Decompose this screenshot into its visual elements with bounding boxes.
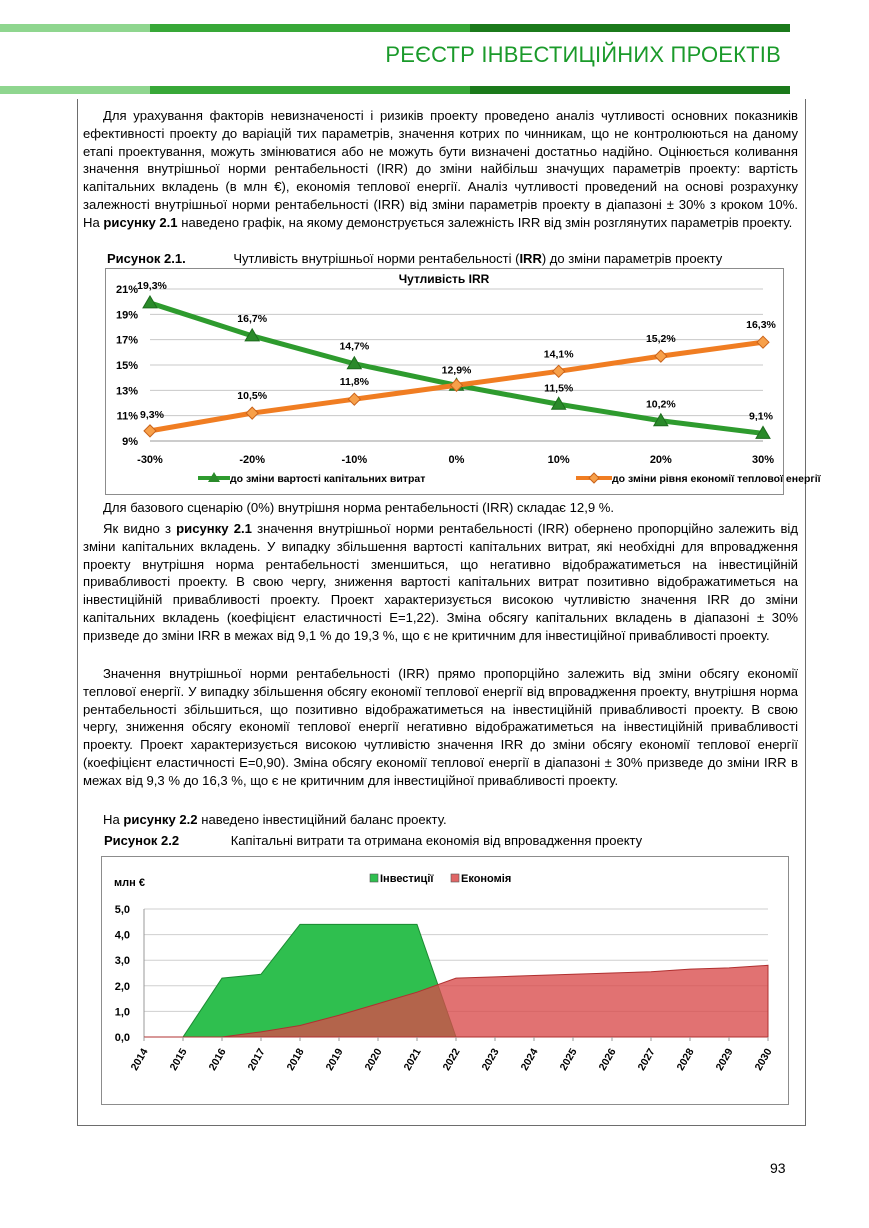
chart-1-point — [144, 425, 156, 437]
chart-1-point — [553, 365, 565, 377]
paragraph-3-ref: рисунку 2.1 — [176, 521, 252, 536]
chart-1-x-tick: -30% — [137, 454, 163, 466]
chart-2-x-tick: 2027 — [635, 1046, 658, 1073]
chart-2-x-tick: 2026 — [596, 1046, 619, 1073]
chart-1-y-tick: 17% — [115, 334, 138, 347]
chart-2-unit-label: млн € — [114, 877, 145, 889]
chart-2-legend-swatch — [370, 874, 378, 882]
chart-2-y-tick: 4,0 — [114, 929, 130, 942]
chart-2-x-tick: 2021 — [401, 1046, 424, 1073]
figure-2-caption — [104, 833, 642, 848]
paragraph-4 — [83, 665, 798, 790]
chart-2-x-tick: 2017 — [245, 1046, 268, 1073]
paragraph-3-end: значення внутрішньої норми рентабельності (IRR) обернено пропорційно залежить від зміни капітальних вкладень. У випадку збільшення вартості капітальних витрат, які необхідні для впровадження проекту внутрішня норма рентабельності зменшиться, що негативно відображатиметься на інвестиційній привабливості проекту. В свою чергу, зниження вартості капітальних витрат позитивно відображатиметься на інвестиційній привабливості проекту. Проект характеризується високою чутливістю значення IRR до зміни капітальних вкладень (коефіцієнт еластичності E=1,22). Зміна обсягу капітальних вкладень в діапазоні ± 30% призведе до зміни IRR в межах від 9,1 % до 19,3 %, що є не критичним для інвестиційної привабливості проекту. — [83, 521, 798, 643]
investment-balance-svg — [102, 857, 788, 1104]
chart-1-data-label: 9,1% — [749, 410, 773, 423]
chart-1-data-label: 16,7% — [237, 312, 268, 325]
chart-2-legend-swatch — [451, 874, 459, 882]
figure-1-caption-start: Чутливість внутрішньої норми рентабельності ( — [233, 251, 520, 266]
chart-1-point — [655, 350, 667, 362]
chart-2-y-tick: 2,0 — [114, 980, 130, 993]
paragraph-3-start: Як видно з — [103, 521, 177, 536]
figure-1-label: Рисунок 2.1. — [107, 251, 186, 266]
chart-2-x-tick: 2025 — [557, 1046, 580, 1073]
figure-2-label: Рисунок 2.2 — [104, 833, 180, 848]
chart-2-x-tick: 2020 — [362, 1046, 385, 1073]
chart-1-legend-label: до зміни вартості капітальних витрат — [230, 473, 426, 485]
chart-1-data-label: 10,2% — [645, 398, 676, 411]
header-top-bar — [0, 24, 869, 32]
chart-2-y-tick: 0,0 — [114, 1032, 130, 1044]
chart-1-y-tick: 11% — [116, 410, 138, 423]
chart-1-data-label: 11,5% — [544, 382, 574, 395]
chart-1-data-label: 12,9% — [441, 364, 472, 377]
paragraph-4-text: Значення внутрішньої норми рентабельності (IRR) прямо пропорційно залежить від зміни обсягу економії теплової енергії. У випадку збільшення обсягу економії теплової енергії від впровадження проекту, внутрішня норма рентабельності збільшиться, що позитивно відображатиметься на інвестиційній привабливості проекту. В свою чергу, зниження обсягу економії теплової енергії негативно відображатиметься на інвестиційній привабливості проекту. Проект характеризується високою чутливістю значення IRR до зміни обсягу економії теплової енергії (коефіцієнт еластичності E=0,90). Зміна обсягу економії теплової енергії в діапазоні ± 30% призведе до зміни IRR в межах від 9,3 % до 16,3 %, що є не критичним для інвестиційної привабливості проекту. — [83, 666, 798, 788]
chart-2-x-tick: 2022 — [440, 1046, 463, 1073]
paragraph-5 — [83, 811, 798, 829]
chart-1-data-label: 11,8% — [339, 376, 369, 389]
chart-1-x-tick: 10% — [547, 454, 570, 466]
chart-1-point — [246, 407, 258, 419]
page-number: 93 — [770, 1160, 786, 1176]
chart-2-x-tick: 2028 — [674, 1046, 697, 1073]
chart-1-x-tick: -10% — [341, 454, 368, 466]
paragraph-1-text: Для урахування факторів невизначеності і ризиків проекту проведено аналіз чутливості основних показників ефективності проекту до варіацій тих параметрів, значення котрих по чинникам, що не контролюються на даному етапі проектування, можуть змінюватися або не можуть бути визначені достатньо надійно. Оцінюється коливання значення внутрішньої норми рентабельності (IRR) до зміни найбільш значущих параметрів проекту: вартість капітальних вкладень (в млн €), економія теплової енергії. Аналіз чутливості проведений на основі розрахунку залежності внутрішньої норми рентабельності (IRR) від зміни параметрів проекту в діапазоні ± 30% з кроком 10%. На — [83, 108, 798, 230]
chart-1-x-tick: 20% — [649, 454, 672, 466]
paragraph-1 — [83, 107, 798, 232]
chart-2-y-tick: 1,0 — [114, 1006, 130, 1019]
chart-1-y-tick: 19% — [115, 309, 138, 322]
header-title: РЕЄСТР ІНВЕСТИЦІЙНИХ ПРОЕКТІВ — [385, 42, 781, 67]
chart-1-y-tick: 15% — [115, 360, 138, 372]
chart-2-x-tick: 2029 — [713, 1046, 736, 1073]
paragraph-2 — [83, 499, 798, 517]
paragraph-5-end: наведено інвестиційний баланс проекту. — [197, 812, 447, 827]
chart-1-data-label: 19,3% — [137, 279, 167, 292]
figure-1-caption-bold: IRR — [519, 251, 542, 266]
investment-balance-chart — [101, 856, 789, 1105]
chart-1-y-tick: 9% — [122, 436, 138, 448]
chart-2-legend-label: Економія — [461, 873, 512, 885]
chart-1-data-label: 16,3% — [746, 319, 776, 332]
figure-2-caption-text: Капітальні витрати та отримана економія від впровадження проекту — [230, 833, 643, 848]
irr-sensitivity-chart — [105, 268, 821, 495]
chart-1-y-tick: 21% — [115, 284, 138, 296]
paragraph-1-end: наведено графік, на якому демонструється залежність IRR від змін розглянутих параметрів проекту. — [177, 214, 793, 230]
chart-2-x-tick: 2018 — [284, 1046, 307, 1073]
chart-1-data-label: 15,2% — [645, 333, 676, 346]
paragraph-5-ref: рисунку 2.2 — [123, 812, 198, 827]
chart-2-x-tick: 2023 — [479, 1046, 502, 1073]
chart-2-x-tick: 2019 — [323, 1046, 346, 1073]
paragraph-5-start: На — [103, 812, 124, 827]
chart-1-data-label: 14,1% — [543, 348, 574, 361]
chart-1-y-tick: 13% — [115, 385, 138, 398]
chart-1-data-label: 9,3% — [140, 408, 164, 421]
paragraph-1-ref: рисунку 2.1 — [103, 214, 178, 230]
irr-sensitivity-svg — [106, 269, 821, 494]
chart-2-x-tick: 2016 — [206, 1046, 229, 1073]
chart-1-x-tick: 0% — [448, 454, 465, 466]
chart-1-legend-label: до зміни рівня економії теплової енергії — [612, 473, 821, 485]
chart-2-y-tick: 5,0 — [114, 904, 130, 916]
chart-1-data-label: 14,7% — [339, 340, 370, 353]
chart-2-x-tick: 2014 — [128, 1046, 151, 1073]
chart-2-x-tick: 2030 — [752, 1046, 775, 1073]
chart-2-legend-label: Інвестиції — [380, 873, 434, 885]
chart-2-y-tick: 3,0 — [114, 955, 130, 968]
chart-1-x-tick: 30% — [751, 454, 775, 466]
paragraph-2-text: Для базового сценарію (0%) внутрішня норма рентабельності (IRR) складає 12,9 %. — [103, 500, 615, 515]
chart-1-point — [348, 393, 360, 405]
chart-1-title: Чутливість IRR — [398, 272, 490, 286]
chart-1-x-tick: -20% — [239, 454, 266, 466]
header-bottom-bar — [0, 86, 869, 94]
chart-1-data-label: 10,5% — [237, 390, 268, 403]
figure-1-caption-end: ) до зміни параметрів проекту — [541, 251, 723, 266]
chart-1-legend-marker — [589, 473, 599, 483]
chart-2-x-tick: 2024 — [518, 1046, 541, 1073]
chart-1-point — [757, 336, 769, 348]
chart-2-x-tick: 2015 — [167, 1046, 190, 1073]
paragraph-3 — [83, 520, 798, 645]
figure-1-caption — [107, 251, 722, 266]
